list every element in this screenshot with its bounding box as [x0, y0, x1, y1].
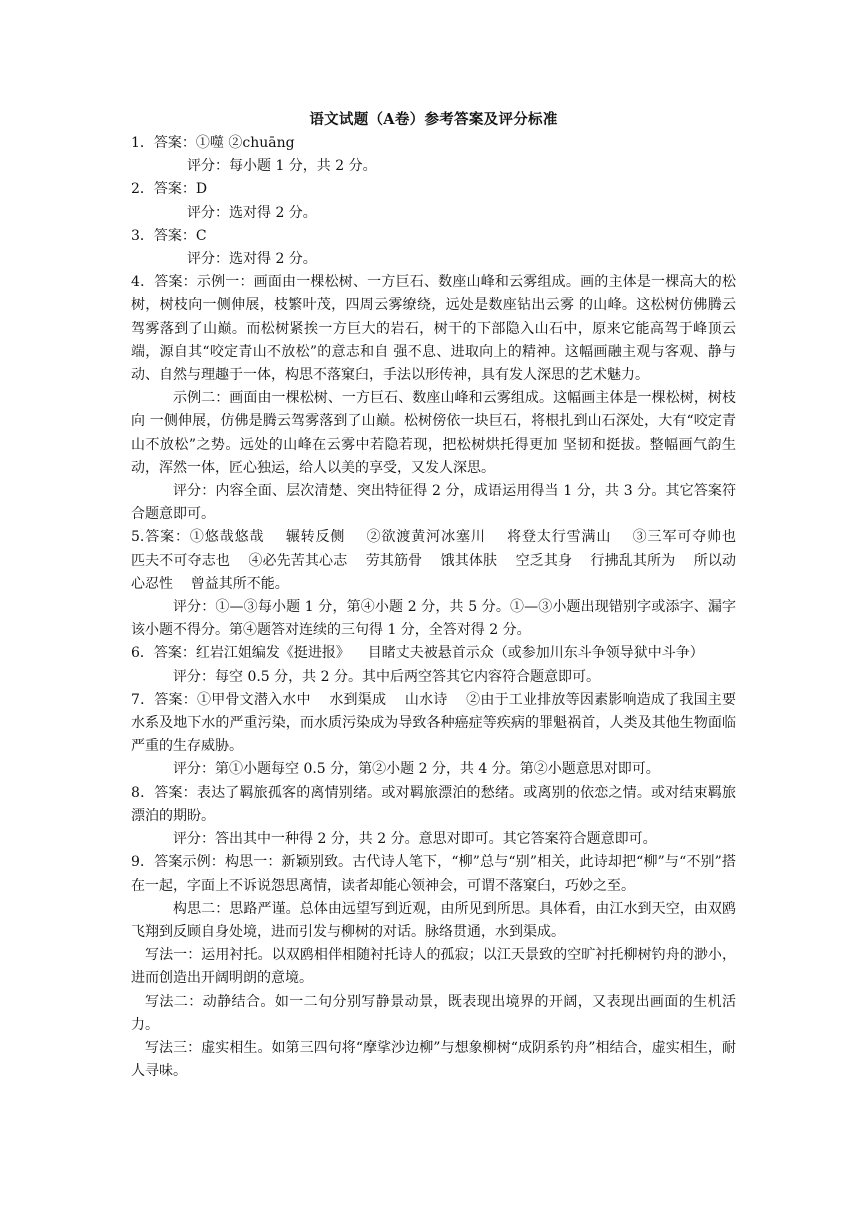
- q9-idea-two: 构思二：思路严谨。总体由远望写到近观，由所见到所思。具体看，由江水到天空，由双鸥飞翔到反顾自身处境，进而引发与柳树的对话。脉络贯通，水到渠成。: [131, 900, 736, 940]
- q4-answer: 4．答案：示例一：画面由一棵松树、一方巨石、数座山峰和云雾组成。画的主体是一棵高大的松树，树枝向一侧伸展，枝繁叶茂，四周云雾缭绕，远处是数座钻出云雾 的山峰。这松树仿佛腾云驾雾落到了山巅。而松树紧挨一方巨大的岩石，树干的下部隐入山石中，原来它能高驾于峰顶云端，源自其“咬定青山不放松”的意志和自 强不息、进取向上的精神。这幅画融主观与客观、静与动、自然与理趣于一体，构思不落窠臼，手法以形传神，具有发人深思的艺术魅力。: [131, 274, 736, 384]
- q6-score: 评分：每空 0.5 分，共 2 分。其中后两空答其它内容符合题意即可。: [173, 668, 600, 685]
- q3-score: 评分：选对得 2 分。: [187, 251, 317, 268]
- q7-score: 评分：第①小题每空 0.5 分，第②小题 2 分，共 4 分。第②小题意思对即可。: [173, 761, 660, 778]
- q8-answer: 8．答案：表达了羁旅孤客的离情别绪。或对羁旅漂泊的愁绪。或离别的依恋之情。或对结束羁旅漂泊的期盼。: [131, 784, 736, 824]
- q5-answer: 5.答案：①悠哉悠哉 辗转反侧 ②欲渡黄河冰塞川 将登太行雪满山 ③三军可夺帅也 匹夫不可夺志也 ④必先苦其心志 劳其筋骨 饿其体肤 空乏其身 行拂乱其所为 所以动心忍性 曾益其所不能。: [131, 529, 777, 592]
- q9-answer: 9．答案示例：构思一：新颖别致。古代诗人笔下，“柳”总与“别”相关，此诗却把“柳”与“不别”搭在一起，字面上不诉说怨思离情，读者却能心领神会，可谓不落窠臼，巧妙之至。: [131, 854, 736, 894]
- q1-answer: 1．答案：①噬 ②chuāng: [131, 135, 295, 151]
- document-body: [131, 108, 777, 1083]
- q9-method-two: 写法二：动静结合。如一二句分别写静景动景，既表现出境界的开阔，又表现出画面的生机活力。: [131, 993, 736, 1033]
- q6-answer: 6．答案：红岩江姐编发《挺进报》 目睹丈夫被悬首示众（或参加川东斗争领导狱中斗争）: [131, 645, 704, 662]
- q2-answer: 2．答案：D: [131, 181, 208, 198]
- document-title: 语文试题（A卷）参考答案及评分标准: [309, 111, 558, 128]
- q7-answer: 7．答案：①甲骨文潜入水中 水到渠成 山水诗 ②由于工业排放等因素影响造成了我国主要水系及地下水的严重污染，而水质污染成为导致各种癌症等疾病的罪魁祸首，人类及其他生物面临严重的生存威胁。: [131, 691, 736, 755]
- q4-example-two: 示例二：画面由一棵松树、一方巨石、数座山峰和云雾组成。这幅画主体是一棵松树，树枝向 一侧伸展，仿佛是腾云驾雾落到了山巅。松树傍依一块巨石，将根扎到山石深处，大有“咬定青山不放松”之势。远处的山峰在云雾中若隐若现，把松树烘托得更加 坚韧和挺拔。整幅画气韵生动，浑然一体，匠心独运，给人以美的享受，又发人深思。: [131, 390, 736, 476]
- q8-score: 评分：答出其中一种得 2 分，共 2 分。意思对即可。其它答案符合题意即可。: [173, 831, 657, 848]
- q9-method-three: 写法三：虚实相生。如第三四句将“摩挲沙边柳”与想象柳树“成阴系钓舟”相结合，虚实相生，耐人寻味。: [131, 1039, 736, 1080]
- q2-score: 评分：选对得 2 分。: [187, 204, 317, 221]
- q1-score: 评分：每小题 1 分，共 2 分。: [187, 158, 377, 175]
- q4-score: 评分：内容全面、层次清楚、突出特征得 2 分，成语运用得当 1 分，共 3 分。其它答案符合题意即可。: [131, 483, 736, 523]
- q9-method-one: 写法一：运用衬托。以双鸥相伴相随衬托诗人的孤寂；以江天景致的空旷衬托柳树钓舟的渺小，进而创造出开阔明朗的意境。: [131, 947, 736, 987]
- q5-score: 评分：①—③每小题 1 分，第④小题 2 分，共 5 分。①—③小题出现错别字或添字、漏字该小题不得分。第④题答对连续的三句得 1 分，全答对得 2 分。: [131, 599, 736, 639]
- q3-answer: 3．答案：C: [131, 227, 207, 244]
